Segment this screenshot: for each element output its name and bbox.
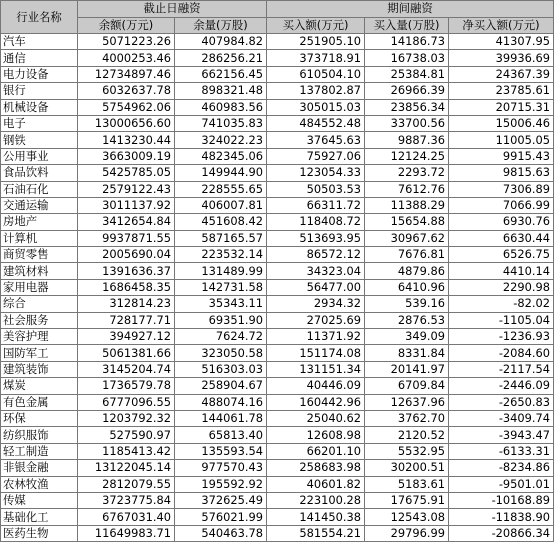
industry-name-cell: 农林牧渔 <box>1 476 78 492</box>
buy-volume-cell: 20141.97 <box>365 361 449 377</box>
table-row <box>1 361 554 377</box>
buy-amount-cell: 56477.00 <box>267 279 365 295</box>
buy-volume-cell: 5532.95 <box>365 443 449 459</box>
balance-amount-cell: 3412654.84 <box>78 214 175 230</box>
net-buy-cell: 6930.76 <box>449 214 554 230</box>
buy-amount-cell: 12608.98 <box>267 427 365 443</box>
buy-amount-cell: 581554.21 <box>267 525 365 541</box>
balance-volume-cell: 69351.90 <box>175 312 267 328</box>
industry-name-cell: 综合 <box>1 296 78 312</box>
balance-amount-cell: 728177.71 <box>78 312 175 328</box>
balance-amount-cell: 1686458.35 <box>78 279 175 295</box>
table-row <box>1 165 554 181</box>
balance-amount-cell: 3145204.74 <box>78 361 175 377</box>
buy-volume-cell: 33700.56 <box>365 115 449 131</box>
buy-volume-cell: 6410.96 <box>365 279 449 295</box>
table-row <box>1 509 554 525</box>
net-buy-cell: 4410.14 <box>449 263 554 279</box>
table-row <box>1 378 554 394</box>
net-buy-cell: 6526.75 <box>449 247 554 263</box>
buy-amount-cell: 86572.12 <box>267 247 365 263</box>
table-row <box>1 66 554 82</box>
net-buy-cell: -2446.09 <box>449 378 554 394</box>
net-buy-cell: -1105.04 <box>449 312 554 328</box>
buy-volume-cell: 12637.96 <box>365 394 449 410</box>
balance-amount-cell: 6767031.40 <box>78 509 175 525</box>
balance-volume-cell: 482345.06 <box>175 148 267 164</box>
table-row <box>1 214 554 230</box>
buy-volume-cell: 3762.70 <box>365 410 449 426</box>
balance-volume-cell: 324022.23 <box>175 132 267 148</box>
buy-volume-cell: 9887.36 <box>365 132 449 148</box>
buy-amount-cell: 223100.28 <box>267 492 365 508</box>
balance-volume-cell: 7624.72 <box>175 329 267 345</box>
industry-name-cell: 国防军工 <box>1 345 78 361</box>
balance-volume-cell: 135593.54 <box>175 443 267 459</box>
table-body <box>1 34 554 542</box>
buy-volume-cell: 2120.52 <box>365 427 449 443</box>
table-header <box>1 1 554 34</box>
balance-volume-cell: 258904.67 <box>175 378 267 394</box>
buy-amount-cell: 37645.63 <box>267 132 365 148</box>
table-row <box>1 34 554 50</box>
buy-amount-cell: 131151.34 <box>267 361 365 377</box>
buy-amount-cell: 123054.33 <box>267 165 365 181</box>
buy-amount-cell: 25040.62 <box>267 410 365 426</box>
table-row <box>1 525 554 541</box>
balance-amount-cell: 13122045.14 <box>78 460 175 476</box>
industry-name-cell: 钢铁 <box>1 132 78 148</box>
industry-name-cell: 非银金融 <box>1 460 78 476</box>
balance-volume-cell: 576021.99 <box>175 509 267 525</box>
buy-volume-cell: 2293.72 <box>365 165 449 181</box>
buy-amount-cell: 141450.38 <box>267 509 365 525</box>
net-buy-cell: 15006.46 <box>449 115 554 131</box>
industry-name-cell: 食品饮料 <box>1 165 78 181</box>
balance-volume-cell: 323050.58 <box>175 345 267 361</box>
balance-volume-cell: 662156.45 <box>175 66 267 82</box>
buy-amount-cell: 66201.10 <box>267 443 365 459</box>
buy-volume-cell: 30200.51 <box>365 460 449 476</box>
buy-amount-cell: 40446.09 <box>267 378 365 394</box>
balance-amount-cell: 2812079.55 <box>78 476 175 492</box>
net-buy-cell: -11838.90 <box>449 509 554 525</box>
buy-amount-cell: 151174.08 <box>267 345 365 361</box>
net-buy-cell: 20715.31 <box>449 99 554 115</box>
buy-volume-cell: 29796.99 <box>365 525 449 541</box>
balance-volume-cell: 540463.78 <box>175 525 267 541</box>
table-row <box>1 83 554 99</box>
table-row <box>1 476 554 492</box>
balance-volume-cell: 35343.11 <box>175 296 267 312</box>
industry-name-cell: 石油石化 <box>1 181 78 197</box>
net-buy-cell: 7306.89 <box>449 181 554 197</box>
industry-name-cell: 家用电器 <box>1 279 78 295</box>
industry-name-cell: 电子 <box>1 115 78 131</box>
table-row <box>1 427 554 443</box>
balance-volume-cell: 460983.56 <box>175 99 267 115</box>
buy-volume-cell: 12543.08 <box>365 509 449 525</box>
net-buy-cell: 39936.69 <box>449 50 554 66</box>
table-row <box>1 279 554 295</box>
table-row <box>1 230 554 246</box>
balance-amount-cell: 1203792.32 <box>78 410 175 426</box>
balance-volume-cell: 516303.03 <box>175 361 267 377</box>
buy-volume-cell: 25384.81 <box>365 66 449 82</box>
buy-amount-cell: 373718.91 <box>267 50 365 66</box>
industry-name-cell: 汽车 <box>1 34 78 50</box>
balance-amount-cell: 4000253.46 <box>78 50 175 66</box>
buy-volume-cell: 11388.29 <box>365 197 449 213</box>
balance-volume-cell: 286256.21 <box>175 50 267 66</box>
buy-volume-cell: 7612.76 <box>365 181 449 197</box>
industry-name-cell: 电力设备 <box>1 66 78 82</box>
balance-amount-cell: 6032637.78 <box>78 83 175 99</box>
buy-amount-cell: 11371.92 <box>267 329 365 345</box>
balance-volume-cell: 977570.43 <box>175 460 267 476</box>
buy-volume-cell: 17675.91 <box>365 492 449 508</box>
buy-volume-cell: 7676.81 <box>365 247 449 263</box>
table-row <box>1 181 554 197</box>
buy-volume-cell: 4879.86 <box>365 263 449 279</box>
net-buy-cell: -8234.86 <box>449 460 554 476</box>
industry-name-cell: 美容护理 <box>1 329 78 345</box>
balance-volume-cell: 65813.40 <box>175 427 267 443</box>
industry-name-cell: 商贸零售 <box>1 247 78 263</box>
table-row <box>1 247 554 263</box>
net-buy-cell: 23785.61 <box>449 83 554 99</box>
buy-amount-cell: 27025.69 <box>267 312 365 328</box>
industry-name-cell: 纺织服饰 <box>1 427 78 443</box>
industry-name-cell: 社会服务 <box>1 312 78 328</box>
industry-name-cell: 银行 <box>1 83 78 99</box>
column-header: 余量(万股) <box>175 17 267 34</box>
industry-name-cell: 医药生物 <box>1 525 78 541</box>
net-buy-cell: 11005.05 <box>449 132 554 148</box>
balance-amount-cell: 1736579.78 <box>78 378 175 394</box>
balance-volume-cell: 223532.14 <box>175 247 267 263</box>
period-group-header: 期间融资 <box>267 1 554 18</box>
balance-amount-cell: 5061381.66 <box>78 345 175 361</box>
industry-name-cell: 交通运输 <box>1 197 78 213</box>
industry-name-cell: 公用事业 <box>1 148 78 164</box>
buy-amount-cell: 40601.82 <box>267 476 365 492</box>
balance-amount-cell: 1391636.37 <box>78 263 175 279</box>
net-buy-cell: 9815.63 <box>449 165 554 181</box>
balance-amount-cell: 1413230.44 <box>78 132 175 148</box>
balance-volume-cell: 488074.16 <box>175 394 267 410</box>
buy-volume-cell: 26966.39 <box>365 83 449 99</box>
balance-volume-cell: 228555.65 <box>175 181 267 197</box>
balance-amount-cell: 13000656.60 <box>78 115 175 131</box>
industry-name-cell: 建筑装饰 <box>1 361 78 377</box>
buy-volume-cell: 12124.25 <box>365 148 449 164</box>
buy-amount-cell: 2934.32 <box>267 296 365 312</box>
net-buy-cell: 41307.95 <box>449 34 554 50</box>
buy-amount-cell: 66311.72 <box>267 197 365 213</box>
buy-volume-cell: 15654.88 <box>365 214 449 230</box>
industry-name-cell: 基础化工 <box>1 509 78 525</box>
balance-amount-cell: 9937871.55 <box>78 230 175 246</box>
balance-amount-cell: 2579122.43 <box>78 181 175 197</box>
balance-amount-cell: 312814.23 <box>78 296 175 312</box>
industry-name-cell: 机械设备 <box>1 99 78 115</box>
table-row <box>1 443 554 459</box>
net-buy-cell: -2084.60 <box>449 345 554 361</box>
net-buy-cell: -9501.01 <box>449 476 554 492</box>
balance-volume-cell: 372625.49 <box>175 492 267 508</box>
table-row <box>1 492 554 508</box>
balance-volume-cell: 149944.90 <box>175 165 267 181</box>
buy-volume-cell: 23856.34 <box>365 99 449 115</box>
table-row <box>1 296 554 312</box>
net-buy-cell: 7066.99 <box>449 197 554 213</box>
buy-volume-cell: 2876.53 <box>365 312 449 328</box>
column-header: 买入量(万股) <box>365 17 449 34</box>
balance-amount-cell: 5071223.26 <box>78 34 175 50</box>
industry-name-cell: 通信 <box>1 50 78 66</box>
table-row <box>1 394 554 410</box>
balance-amount-cell: 394927.12 <box>78 329 175 345</box>
table-row <box>1 148 554 164</box>
balance-volume-cell: 142731.58 <box>175 279 267 295</box>
net-buy-cell: 24367.39 <box>449 66 554 82</box>
table-row <box>1 263 554 279</box>
table-row <box>1 132 554 148</box>
balance-amount-cell: 11649983.71 <box>78 525 175 541</box>
buy-volume-cell: 14186.73 <box>365 34 449 50</box>
balance-amount-cell: 527590.97 <box>78 427 175 443</box>
balance-amount-cell: 3011137.92 <box>78 197 175 213</box>
table-row <box>1 115 554 131</box>
net-buy-cell: -3943.47 <box>449 427 554 443</box>
balance-volume-cell: 741035.83 <box>175 115 267 131</box>
industry-name-cell: 环保 <box>1 410 78 426</box>
column-header: 净买入额(万元) <box>449 17 554 34</box>
balance-volume-cell: 407984.82 <box>175 34 267 50</box>
buy-volume-cell: 16738.03 <box>365 50 449 66</box>
industry-name-cell: 建筑材料 <box>1 263 78 279</box>
buy-volume-cell: 8331.84 <box>365 345 449 361</box>
buy-volume-cell: 6709.84 <box>365 378 449 394</box>
buy-amount-cell: 305015.03 <box>267 99 365 115</box>
table-row <box>1 312 554 328</box>
industry-name-cell: 有色金属 <box>1 394 78 410</box>
industry-name-cell: 煤炭 <box>1 378 78 394</box>
balance-volume-cell: 587165.57 <box>175 230 267 246</box>
buy-amount-cell: 34323.04 <box>267 263 365 279</box>
net-buy-cell: -3409.74 <box>449 410 554 426</box>
industry-name-cell: 轻工制造 <box>1 443 78 459</box>
buy-volume-cell: 30967.62 <box>365 230 449 246</box>
buy-amount-cell: 513693.95 <box>267 230 365 246</box>
table-row <box>1 345 554 361</box>
buy-amount-cell: 160442.96 <box>267 394 365 410</box>
balance-volume-cell: 144061.78 <box>175 410 267 426</box>
column-header: 买入额(万元) <box>267 17 365 34</box>
net-buy-cell: -2650.83 <box>449 394 554 410</box>
net-buy-cell: 2290.98 <box>449 279 554 295</box>
buy-amount-cell: 610504.10 <box>267 66 365 82</box>
buy-amount-cell: 137802.87 <box>267 83 365 99</box>
table-row <box>1 410 554 426</box>
table-row <box>1 99 554 115</box>
table-row <box>1 197 554 213</box>
balance-group-header: 截止日融资 <box>78 1 267 18</box>
balance-amount-cell: 6777096.55 <box>78 394 175 410</box>
column-header: 余额(万元) <box>78 17 175 34</box>
net-buy-cell: -82.02 <box>449 296 554 312</box>
industry-header: 行业名称 <box>1 1 78 34</box>
buy-volume-cell: 539.16 <box>365 296 449 312</box>
balance-amount-cell: 12734897.46 <box>78 66 175 82</box>
buy-amount-cell: 75927.06 <box>267 148 365 164</box>
buy-amount-cell: 50503.53 <box>267 181 365 197</box>
net-buy-cell: 9915.43 <box>449 148 554 164</box>
table-row <box>1 50 554 66</box>
net-buy-cell: 6630.44 <box>449 230 554 246</box>
table-row <box>1 329 554 345</box>
balance-volume-cell: 406007.81 <box>175 197 267 213</box>
buy-amount-cell: 251905.10 <box>267 34 365 50</box>
balance-volume-cell: 898321.48 <box>175 83 267 99</box>
buy-amount-cell: 118408.72 <box>267 214 365 230</box>
balance-volume-cell: 131489.99 <box>175 263 267 279</box>
balance-amount-cell: 3723775.84 <box>78 492 175 508</box>
buy-amount-cell: 484552.48 <box>267 115 365 131</box>
balance-amount-cell: 3663009.19 <box>78 148 175 164</box>
net-buy-cell: -10168.89 <box>449 492 554 508</box>
industry-name-cell: 房地产 <box>1 214 78 230</box>
net-buy-cell: -6133.31 <box>449 443 554 459</box>
balance-amount-cell: 5425785.05 <box>78 165 175 181</box>
balance-amount-cell: 1185413.42 <box>78 443 175 459</box>
balance-amount-cell: 5754962.06 <box>78 99 175 115</box>
balance-volume-cell: 451608.42 <box>175 214 267 230</box>
net-buy-cell: -1236.93 <box>449 329 554 345</box>
table-row <box>1 460 554 476</box>
net-buy-cell: -2117.54 <box>449 361 554 377</box>
industry-name-cell: 计算机 <box>1 230 78 246</box>
industry-name-cell: 传媒 <box>1 492 78 508</box>
balance-amount-cell: 2005690.04 <box>78 247 175 263</box>
buy-volume-cell: 5183.61 <box>365 476 449 492</box>
net-buy-cell: -20866.34 <box>449 525 554 541</box>
balance-volume-cell: 195592.92 <box>175 476 267 492</box>
buy-amount-cell: 258683.98 <box>267 460 365 476</box>
buy-volume-cell: 349.09 <box>365 329 449 345</box>
